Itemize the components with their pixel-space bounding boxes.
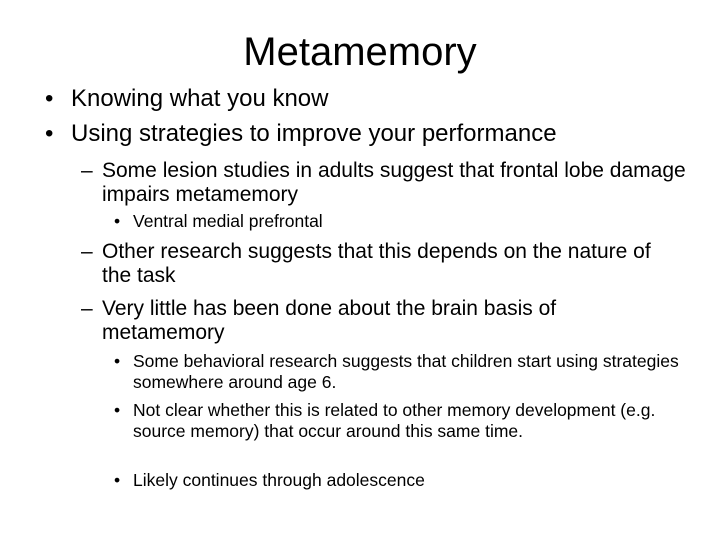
bullet-text: Some behavioral research suggests that children start using strategies somewhere around age 6. xyxy=(133,351,679,392)
bullet-marker: • xyxy=(114,470,121,490)
bullet-item-level2 xyxy=(81,297,661,345)
dash-marker: – xyxy=(81,159,93,182)
bullet-item-level2 xyxy=(81,240,651,288)
dash-marker: – xyxy=(81,240,93,263)
bullet-item-level3 xyxy=(114,470,674,491)
bullet-text: Ventral medial prefrontal xyxy=(133,211,323,231)
bullet-item-level3 xyxy=(114,351,684,393)
bullet-text: Other research suggests that this depends on the nature of the task xyxy=(102,240,651,287)
bullet-item-level3 xyxy=(114,211,674,232)
bullet-marker: • xyxy=(45,120,54,147)
bullet-text: Using strategies to improve your performance xyxy=(71,120,557,147)
bullet-text: Not clear whether this is related to other memory development (e.g. source memory) that occur around this same time. xyxy=(133,400,656,441)
bullet-marker: • xyxy=(114,211,121,231)
slide-title: Metamemory xyxy=(243,30,477,74)
bullet-marker: • xyxy=(45,85,54,112)
bullet-text: Very little has been done about the brain basis of metamemory xyxy=(102,297,557,344)
bullet-marker: • xyxy=(114,400,121,420)
bullet-item-level1 xyxy=(45,119,685,149)
bullet-text: Knowing what you know xyxy=(71,85,329,112)
bullet-item-level1 xyxy=(45,84,665,114)
bullet-marker: • xyxy=(114,351,121,371)
bullet-text: Some lesion studies in adults suggest that frontal lobe damage impairs metamemory xyxy=(102,159,686,206)
bullet-item-level2 xyxy=(81,159,691,207)
dash-marker: – xyxy=(81,297,93,320)
bullet-item-level3 xyxy=(114,400,674,442)
bullet-text: Likely continues through adolescence xyxy=(133,470,425,490)
